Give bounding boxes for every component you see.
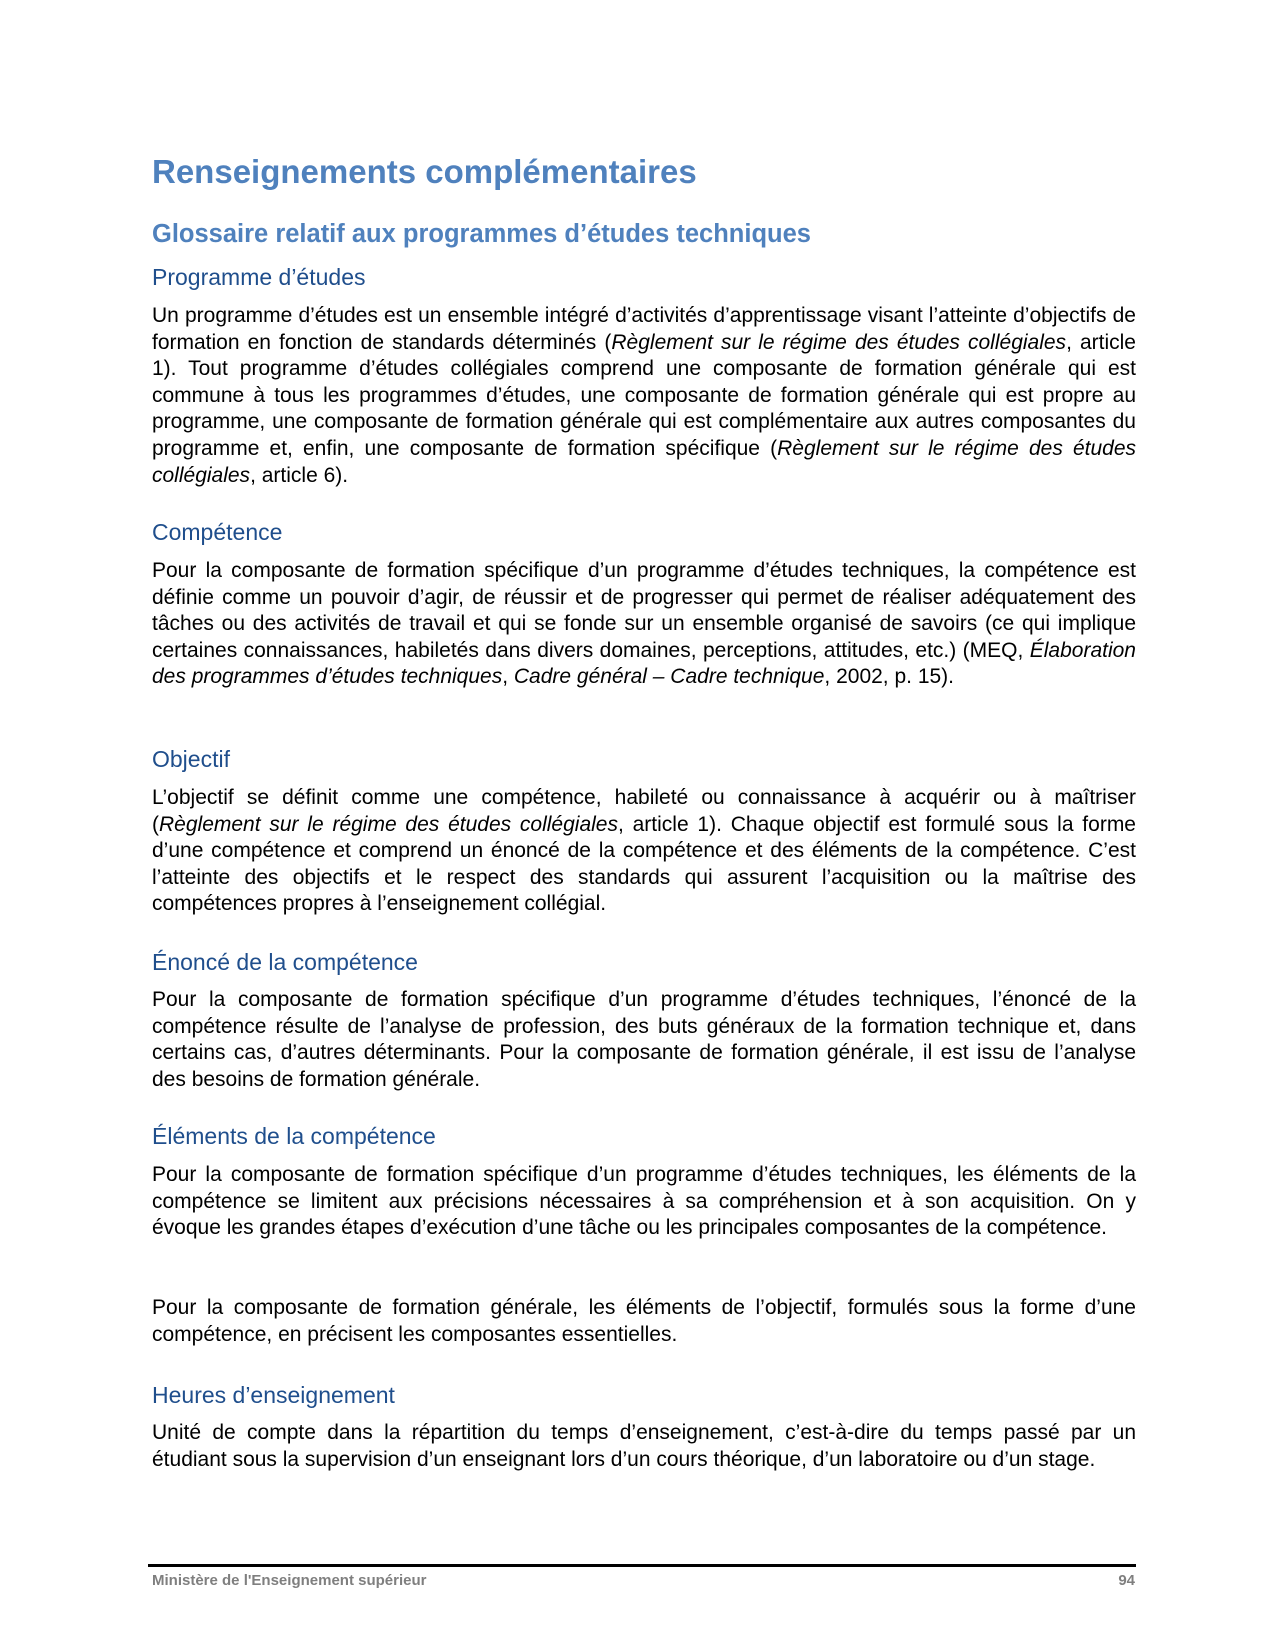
text-run: ,	[502, 665, 514, 689]
text-run: , 2002, p. 15).	[824, 665, 955, 689]
term-heading: Compétence	[152, 519, 283, 545]
text-run: , article 1). Chaque objectif est formulé sous la forme d’une compétence et comprend un énoncé de la compétence et des éléments de la compétence. C’est l’atteinte des objectifs et le respect des standards qui assurent l’acquisition ou la maîtrise des compétences propres à l’enseignement collégial.	[152, 812, 1136, 916]
term-heading: Heures d’enseignement	[152, 1382, 395, 1408]
definition-paragraph	[152, 558, 1136, 691]
citation-italic: Cadre général – Cadre technique	[513, 665, 825, 689]
term-heading: Énoncé de la compétence	[152, 949, 418, 975]
text-run: L’objectif se définit comme une compétence, habileté ou connaissance à acquérir ou à maîtriser (	[152, 786, 1136, 836]
definition-paragraph	[152, 303, 1136, 489]
page-number: 94	[1118, 1572, 1135, 1589]
definition-paragraph	[152, 1420, 1136, 1473]
term-heading: Éléments de la compétence	[152, 1123, 436, 1149]
term-heading: Objectif	[152, 746, 230, 772]
definition-paragraph	[152, 1162, 1136, 1242]
text-run: Un programme d’études est un ensemble intégré d’activités d’apprentissage visant l’atteinte d’objectifs de formation en fonction de standards déterminés (	[152, 304, 1136, 354]
text-run: Pour la composante de formation spécifique d’un programme d’études techniques, les éléments de la compétence se limitent aux précisions nécessaires à sa compréhension et à son acquisition. On y évoque les grandes étapes d’exécution d’une tâche ou les principales composantes de la compétence.	[152, 1163, 1136, 1240]
citation-italic: Règlement sur le régime des études collégiales	[152, 436, 1137, 487]
term-heading: Programme d’études	[152, 264, 366, 290]
definition-paragraph	[152, 1295, 1136, 1348]
citation-italic: Règlement sur le régime des études collégiales	[611, 330, 1067, 354]
citation-italic: Règlement sur le régime des études collégiales	[159, 812, 618, 836]
text-run: Pour la composante de formation spécifique d’un programme d’études techniques, la compétence est définie comme un pouvoir d’agir, de réussir et de progresser qui permet de réaliser adéquatement des tâches ou des activités de travail et qui se fonde sur un ensemble organisé de savoirs (ce qui implique certaines connaissances, habiletés dans divers domaines, perceptions, attitudes, etc.) (MEQ,	[152, 559, 1136, 662]
text-run: Unité de compte dans la répartition du temps d’enseignement, c’est-à-dire du temps passé par un étudiant sous la supervision d’un enseignant lors d’un cours théorique, d’un laboratoire ou d’un stage.	[152, 1421, 1136, 1471]
definition-paragraph	[152, 987, 1136, 1093]
text-run: , article 1). Tout programme d’études collégiales comprend une composante de formation générale qui est commune à tous les programmes d’études, une composante de formation générale qui est propre au programme, une composante de formation générale qui est complémentaire aux autres composantes du programme et, enfin, une composante de formation spécifique (	[152, 330, 1136, 460]
text-run: Pour la composante de formation générale, les éléments de l’objectif, formulés sous la forme d’une compétence, en précisent les composantes essentielles.	[152, 1296, 1136, 1346]
footer-rule	[148, 1564, 1136, 1567]
glossary-heading: Glossaire relatif aux programmes d’études techniques	[152, 220, 811, 248]
footer-publisher: Ministère de l'Enseignement supérieur	[152, 1572, 427, 1589]
definition-paragraph	[152, 785, 1136, 918]
citation-italic: Élaboration des programmes d’études techniques	[152, 638, 1136, 689]
text-run: Pour la composante de formation spécifique d’un programme d’études techniques, l’énoncé de la compétence résulte de l’analyse de profession, des buts généraux de la formation technique et, dans certains cas, d’autres déterminants. Pour la composante de formation générale, il est issu de l’analyse des besoins de formation générale.	[152, 988, 1136, 1091]
text-run: , article 6).	[250, 463, 349, 487]
page-title: Renseignements complémentaires	[152, 153, 697, 190]
